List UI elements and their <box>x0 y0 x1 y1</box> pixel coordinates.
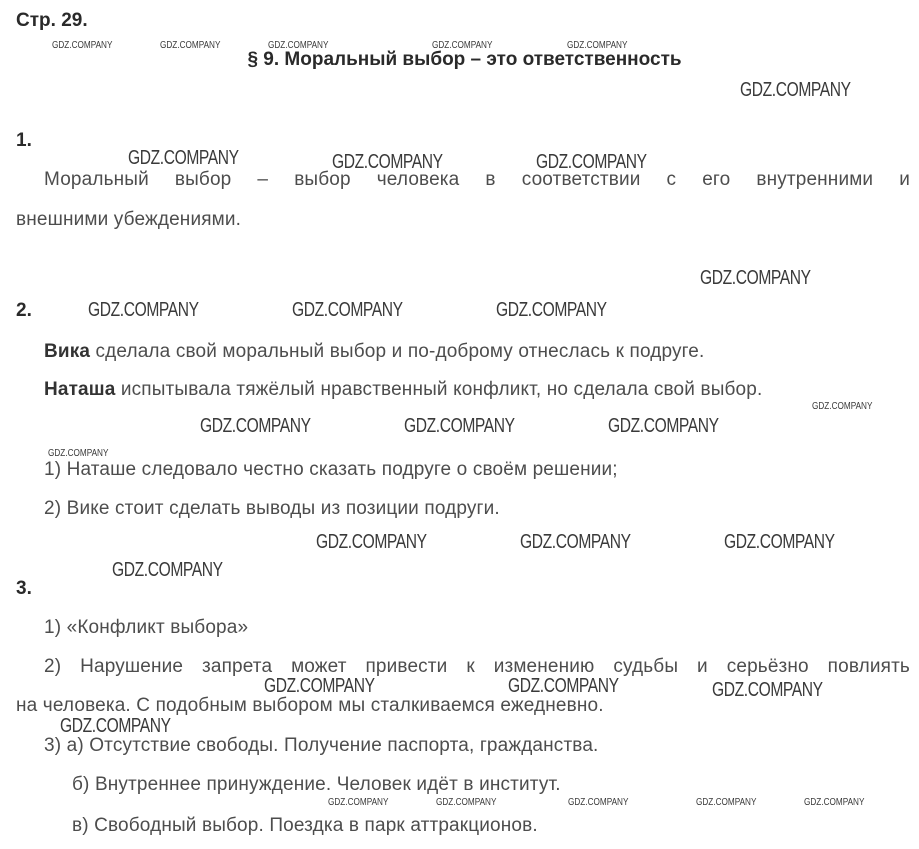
watermark: GDZ.COMPANY <box>60 715 171 737</box>
watermark: GDZ.COMPANY <box>508 675 619 697</box>
watermark: GDZ.COMPANY <box>112 559 223 581</box>
watermark: GDZ.COMPANY <box>740 79 851 101</box>
paragraph-2-text: испытывала тяжёлый нравственный конфликт, но сделала свой выбор. <box>115 379 763 400</box>
watermark: GDZ.COMPANY <box>608 415 719 437</box>
section-3-item-3a: 3) а) Отсутствие свободы. Получение паспорта, гражданства. <box>44 735 599 756</box>
page-reference: Стр. 29. <box>16 10 88 31</box>
watermark: GDZ.COMPANY <box>812 401 873 412</box>
section-1-line-1: Моральный выбор – выбор человека в соответствии с его внутренними и <box>44 169 910 190</box>
watermark: GDZ.COMPANY <box>328 797 389 808</box>
watermark: GDZ.COMPANY <box>404 415 515 437</box>
watermark: GDZ.COMPANY <box>496 299 607 321</box>
watermark: GDZ.COMPANY <box>48 448 109 459</box>
watermark: GDZ.COMPANY <box>568 797 629 808</box>
section-1-number: 1. <box>16 130 32 151</box>
section-2-paragraph-1 <box>44 341 704 363</box>
watermark: GDZ.COMPANY <box>724 531 835 553</box>
watermark: GDZ.COMPANY <box>88 299 199 321</box>
name-natasha: Наташа <box>44 379 116 400</box>
watermark: GDZ.COMPANY <box>432 40 493 51</box>
section-1-line-2: внешними убеждениями. <box>16 209 242 230</box>
watermark: GDZ.COMPANY <box>567 40 628 51</box>
watermark: GDZ.COMPANY <box>268 40 329 51</box>
watermark: GDZ.COMPANY <box>316 531 427 553</box>
section-3-item-2-line-2: на человека. С подобным выбором мы сталкиваемся ежедневно. <box>16 695 604 716</box>
section-2-number: 2. <box>16 300 32 321</box>
paragraph-1-text: сделала свой моральный выбор и по-доброму отнеслась к подруге. <box>90 341 705 362</box>
watermark: GDZ.COMPANY <box>200 415 311 437</box>
watermark: GDZ.COMPANY <box>712 679 823 701</box>
watermark: GDZ.COMPANY <box>292 299 403 321</box>
watermark: GDZ.COMPANY <box>700 267 811 289</box>
page-title: § 9. Моральный выбор – это ответственность <box>247 49 682 70</box>
watermark: GDZ.COMPANY <box>264 675 375 697</box>
section-2-item-1: 1) Наташе следовало честно сказать подруге о своём решении; <box>44 459 618 480</box>
watermark: GDZ.COMPANY <box>536 151 647 173</box>
watermark: GDZ.COMPANY <box>52 40 113 51</box>
section-3-item-3c: в) Свободный выбор. Поездка в парк аттракционов. <box>72 815 538 836</box>
section-2-paragraph-2 <box>44 379 762 401</box>
watermark: GDZ.COMPANY <box>696 797 757 808</box>
watermark: GDZ.COMPANY <box>804 797 865 808</box>
name-vika: Вика <box>44 341 91 362</box>
section-3-number: 3. <box>16 578 32 599</box>
section-3-item-1: 1) «Конфликт выбора» <box>44 617 249 638</box>
section-3-item-3b: б) Внутреннее принуждение. Человек идёт в институт. <box>72 774 561 795</box>
section-3-item-2-line-1: 2) Нарушение запрета может привести к изменению судьбы и серьёзно повлиять <box>44 656 910 677</box>
watermark: GDZ.COMPANY <box>436 797 497 808</box>
watermark: GDZ.COMPANY <box>160 40 221 51</box>
watermark: GDZ.COMPANY <box>520 531 631 553</box>
section-2-item-2: 2) Вике стоит сделать выводы из позиции подруги. <box>44 498 500 519</box>
watermark: GDZ.COMPANY <box>332 151 443 173</box>
watermark: GDZ.COMPANY <box>128 147 239 169</box>
